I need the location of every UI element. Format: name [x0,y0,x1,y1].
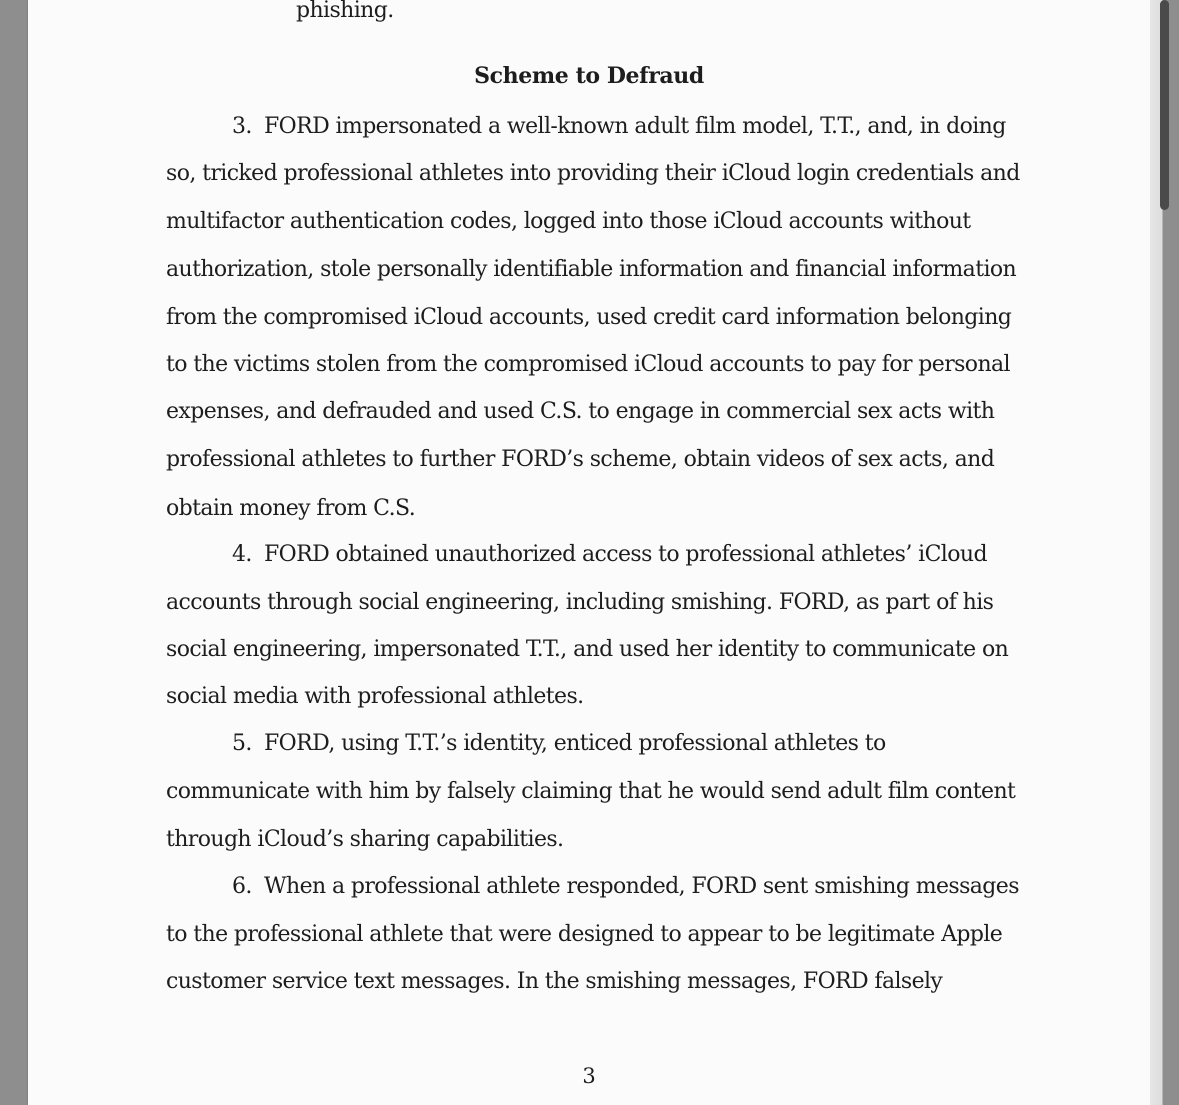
paragraph-line: so, tricked professional athletes into providing their iCloud login credentials and [166,161,1020,186]
scrollbar-thumb[interactable] [1160,0,1169,210]
paragraph-line: from the compromised iCloud accounts, used credit card information belonging [166,305,1012,330]
paragraph-line: accounts through social engineering, including smishing. FORD, as part of his [166,590,994,615]
paragraph-line: multifactor authentication codes, logged into those iCloud accounts without [166,209,971,234]
paragraph-number: 5. [232,731,252,756]
paragraph-number: 4. [232,542,252,567]
paragraph-line: obtain money from C.S. [166,496,416,521]
paragraph-line: to the victims stolen from the compromised iCloud accounts to pay for personal [166,352,1010,377]
paragraph-line: expenses, and defrauded and used C.S. to engage in commercial sex acts with [166,399,995,424]
paragraph-line: authorization, stole personally identifiable information and financial information [166,257,1017,282]
paragraph-line: customer service text messages. In the smishing messages, FORD falsely [166,969,943,994]
page-number: 3 [582,1064,596,1088]
carryover-text: phishing. [296,0,394,23]
paragraph-line: When a professional athlete responded, FORD sent smishing messages [264,874,1019,899]
paragraph-line: social engineering, impersonated T.T., and used her identity to communicate on [166,637,1009,662]
paragraph-line: social media with professional athletes. [166,684,584,709]
paragraph-line: to the professional athlete that were designed to appear to be legitimate Apple [166,922,1003,947]
paragraph-line: through iCloud’s sharing capabilities. [166,827,564,852]
paragraph-line: FORD obtained unauthorized access to professional athletes’ iCloud [264,542,987,567]
paragraph-line: communicate with him by falsely claiming that he would send adult film content [166,779,1016,804]
document-page [28,0,1150,1105]
paragraph-number: 3. [232,114,252,139]
paragraph-line: FORD, using T.T.’s identity, enticed professional athletes to [264,731,886,756]
paragraph-line: FORD impersonated a well-known adult film model, T.T., and, in doing [264,114,1006,139]
paragraph-number: 6. [232,874,252,899]
section-heading: Scheme to Defraud [474,63,704,89]
paragraph-line: professional athletes to further FORD’s scheme, obtain videos of sex acts, and [166,447,995,472]
